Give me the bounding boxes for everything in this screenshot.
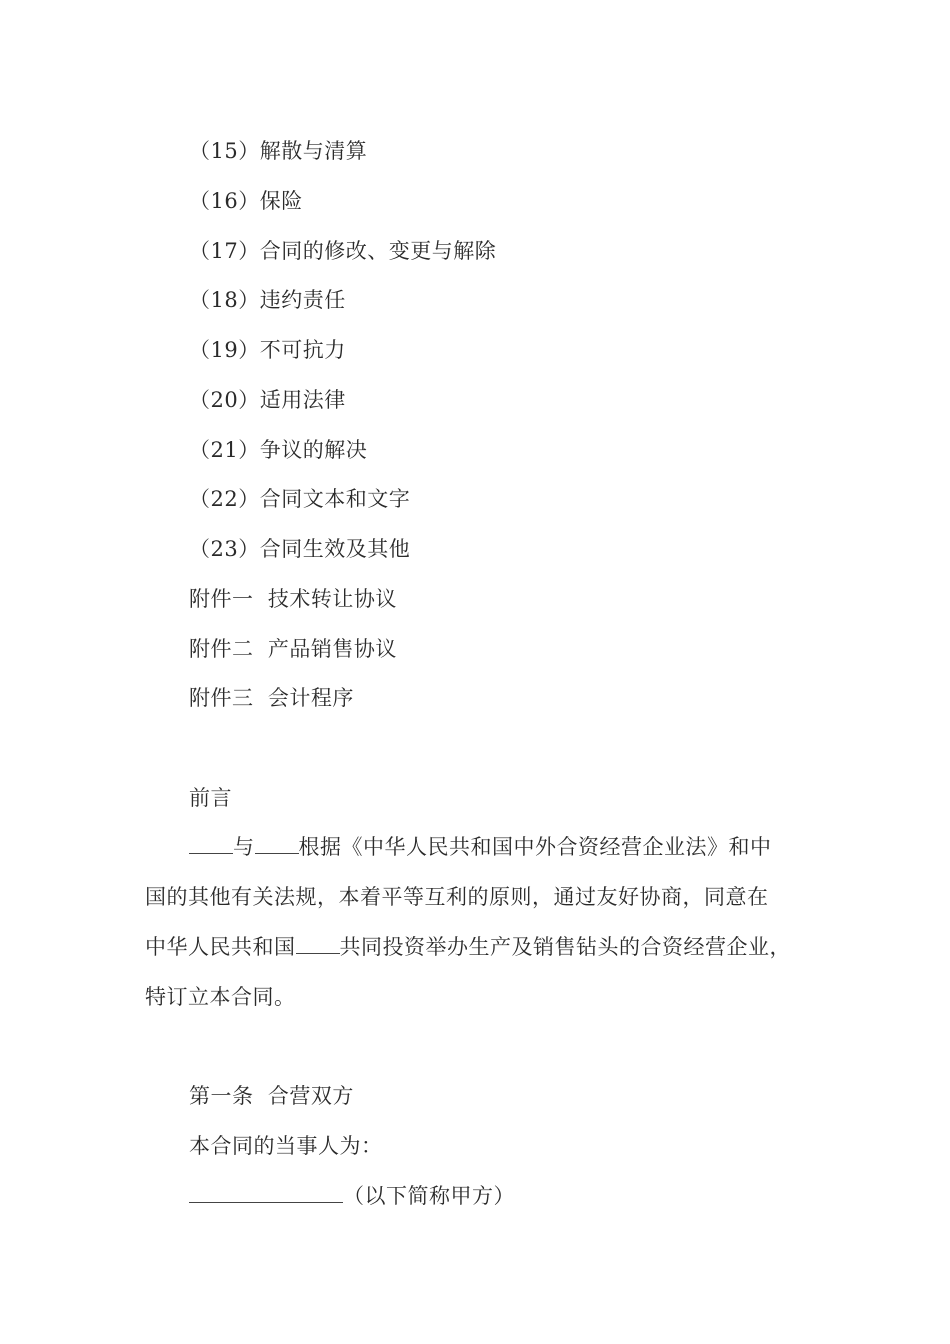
toc-item-21: （21）争议的解决	[189, 438, 368, 462]
preface-line-3-text-b: 共同投资举办生产及销售钻头的合资经营企业，	[339, 935, 791, 959]
toc-item-17: （17）合同的修改、变更与解除	[189, 239, 497, 263]
preface-line-1-text-a: 与	[233, 835, 255, 859]
preface-line-4: 特订立本合同。	[145, 985, 296, 1009]
preface-heading: 前言	[189, 786, 232, 810]
preface-line-3	[145, 933, 791, 961]
attachment-2: 附件二 产品销售协议	[189, 637, 397, 661]
toc-item-15: （15）解散与清算	[189, 139, 368, 163]
toc-item-20: （20）适用法律	[189, 388, 346, 412]
blank-party-b	[255, 833, 299, 854]
preface-line-1	[189, 833, 772, 861]
party-a-line	[189, 1182, 515, 1210]
attachment-3: 附件三 会计程序	[189, 686, 354, 710]
blank-party-a-name	[189, 1182, 343, 1203]
toc-item-19: （19）不可抗力	[189, 338, 346, 362]
article-1-heading: 第一条 合营双方	[189, 1084, 354, 1108]
blank-party-a	[189, 833, 233, 854]
blank-location	[296, 933, 340, 954]
article-1-intro: 本合同的当事人为：	[189, 1134, 383, 1158]
party-a-suffix: （以下简称甲方）	[343, 1184, 515, 1208]
toc-item-22: （22）合同文本和文字	[189, 487, 411, 511]
toc-item-23: （23）合同生效及其他	[189, 537, 411, 561]
toc-item-16: （16）保险	[189, 189, 303, 213]
preface-line-1-text-b: 根据《中华人民共和国中外合资经营企业法》和中	[298, 835, 772, 859]
toc-item-18: （18）违约责任	[189, 288, 346, 312]
preface-line-3-text-a: 中华人民共和国	[145, 935, 296, 959]
preface-line-2: 国的其他有关法规，本着平等互利的原则，通过友好协商，同意在	[145, 885, 769, 909]
attachment-1: 附件一 技术转让协议	[189, 587, 397, 611]
